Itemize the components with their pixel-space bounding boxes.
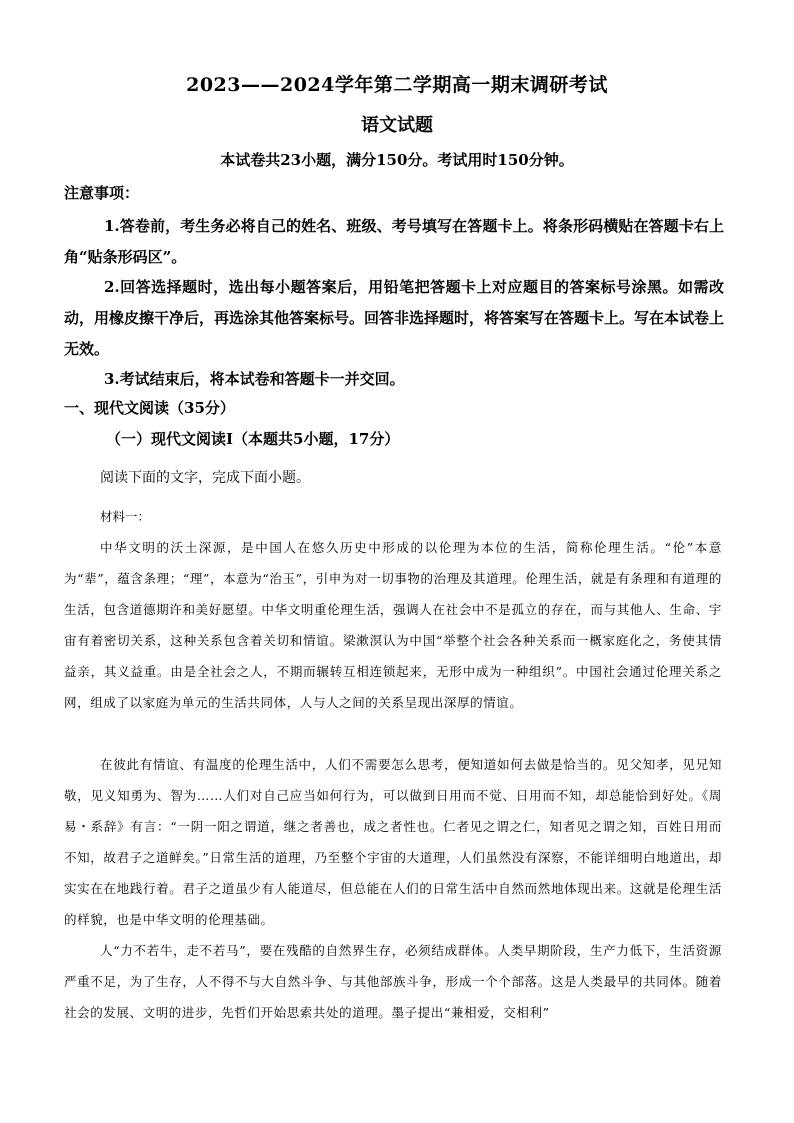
material-paragraph-3: 人“力不若牛，走不若马”，要在残酷的自然界生存，必须结成群体。人类早期阶段，生产力低下，生活资源严重不足，为了生存，人不得不与大自然斗争、与其他部族斗争，形成一个个部落。这是人类最早的共同体。随着社会的发展、文明的进步，先哲们开始思索共处的道理。墨子提出“兼相爱，交相利”	[64, 943, 722, 1020]
notice-item-3: 3.考试结束后，将本试卷和答题卡一并交回。	[104, 370, 405, 388]
material-paragraph-2: 在彼此有情谊、有温度的伦理生活中，人们不需要怎么思考，便知道如何去做是恰当的。见父知孝，见兄知敬，见义知勇为、智为……人们对自己应当如何行为，可以做到日用而不觉、日用而不知，却总能恰到好处。《周易・系辞》有言：“一阴一阳之谓道，继之者善也，成之者性也。仁者见之谓之仁，知者见之谓之知，百姓日用而不知，故君子之道鲜矣。”日常生活的道理，乃至整个宇宙的大道理，人们虽然没有深察，不能详细明白地道出，却实实在在地践行着。君子之道虽少有人能道尽，但总能在人们的日常生活中自然而然地体现出来。这就是伦理生活的样貌，也是中华文明的伦理基础。	[64, 757, 722, 927]
notice-item-1: 1.答卷前，考生务必将自己的姓名、班级、考号填写在答题卡上。将条形码横贴在答题卡右上角“贴条形码区”。	[64, 217, 724, 266]
section-subtitle: （一）现代文阅读Ⅰ（本题共5小题，17分）	[106, 430, 400, 448]
exam-subject: 语文试题	[361, 115, 433, 136]
reading-instruction: 阅读下面的文字，完成下面小题。	[100, 470, 310, 486]
notice-heading: 注意事项：	[64, 184, 140, 202]
material-paragraph-1: 中华文明的沃土深源，是中国人在悠久历史中形成的以伦理为本位的生活，简称伦理生活。“伦”本意为“辈”，蕴含条理；“理”，本意为“治玉”，引申为对一切事物的治理及其道理。伦理生活，就是有条理和有道理的生活，包含道德期许和美好愿望。中华文明重伦理生活，强调人在社会中不是孤立的存在，而与其他人、生命、宇宙有着密切关系，这种关系包含着关切和情谊。梁漱溟认为中国“举整个社会各种关系而一概家庭化之，务使其情益亲，其义益重。由是全社会之人，不期而辗转互相连锁起来，无形中成为一种组织”。中国社会通过伦理关系之网，组成了以家庭为单元的生活共同体，人与人之间的关系呈现出深厚的情谊。	[64, 540, 722, 710]
exam-info: 本试卷共23小题，满分150分。考试用时150分钟。	[220, 151, 574, 169]
notice-item-2: 2.回答选择题时，选出每小题答案后，用铅笔把答题卡上对应题目的答案标号涂黑。如需改动，用橡皮擦干净后，再选涂其他答案标号。回答非选择题时，将答案写在答题卡上。写在本试卷上无效。	[64, 278, 725, 358]
section-title: 一、现代文阅读（35分）	[64, 399, 235, 417]
material-label: 材料一：	[100, 509, 151, 524]
exam-title: 2023——2024学年第二学期高一期末调研考试	[186, 74, 608, 96]
